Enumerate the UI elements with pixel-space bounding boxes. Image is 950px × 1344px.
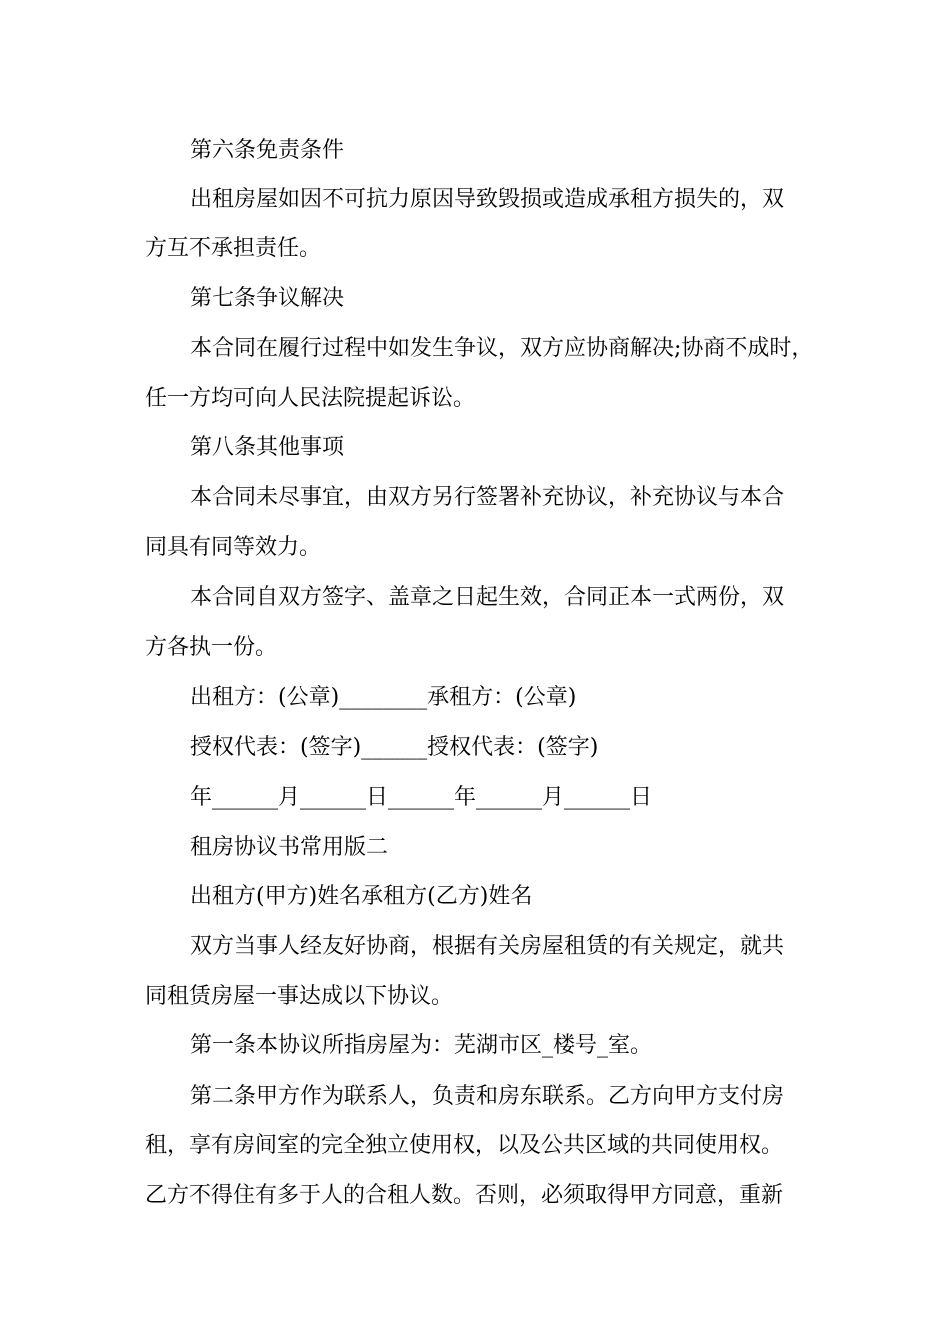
article-2-text-line-3: 乙方不得住有多于人的合租人数。否则，必须取得甲方同意，重新 xyxy=(145,1183,784,1208)
agreement-intro-line-2: 同租赁房屋一事达成以下协议。 xyxy=(145,984,454,1009)
representative-signature-line: 授权代表：(签字)______授权代表：(签字) xyxy=(190,735,599,760)
article-8-text-line-1: 本合同未尽事宜，由双方另行签署补充协议，补充协议与本合 xyxy=(190,485,785,510)
effective-clause-line-1: 本合同自双方签字、盖章之日起生效，合同正本一式两份，双 xyxy=(190,585,785,610)
parties-line: 出租方(甲方)姓名承租方(乙方)姓名 xyxy=(190,884,533,909)
article-6-text-line-1: 出租房屋如因不可抗力原因导致毁损或造成承租方损失的，双 xyxy=(190,187,785,212)
article-8-heading: 第八条其他事项 xyxy=(190,435,345,460)
date-line: 年______月______日______年______月______日 xyxy=(190,785,653,810)
article-7-text-line-1: 本合同在履行过程中如发生争议，双方应协商解决;协商不成时， xyxy=(190,336,814,361)
version-two-title: 租房协议书常用版二 xyxy=(190,835,389,860)
article-2-text-line-2: 租，享有房间室的完全独立使用权，以及公共区域的共同使用权。 xyxy=(145,1133,784,1158)
agreement-intro-line-1: 双方当事人经友好协商，根据有关房屋租赁的有关规定，就共 xyxy=(190,934,785,959)
article-6-heading: 第六条免责条件 xyxy=(190,138,345,163)
party-seal-line: 出租方：(公章)________承租方：(公章) xyxy=(190,685,577,710)
article-7-text-line-2: 任一方均可向人民法院提起诉讼。 xyxy=(145,386,476,411)
article-6-text-line-2: 方互不承担责任。 xyxy=(145,236,322,261)
article-1-text: 第一条本协议所指房屋为：芜湖市区_楼号_室。 xyxy=(190,1033,653,1058)
article-2-text-line-1: 第二条甲方作为联系人，负责和房东联系。乙方向甲方支付房 xyxy=(190,1084,785,1109)
article-8-text-line-2: 同具有同等效力。 xyxy=(145,535,322,560)
article-7-heading: 第七条争议解决 xyxy=(190,286,345,311)
effective-clause-line-2: 方各执一份。 xyxy=(145,635,278,660)
